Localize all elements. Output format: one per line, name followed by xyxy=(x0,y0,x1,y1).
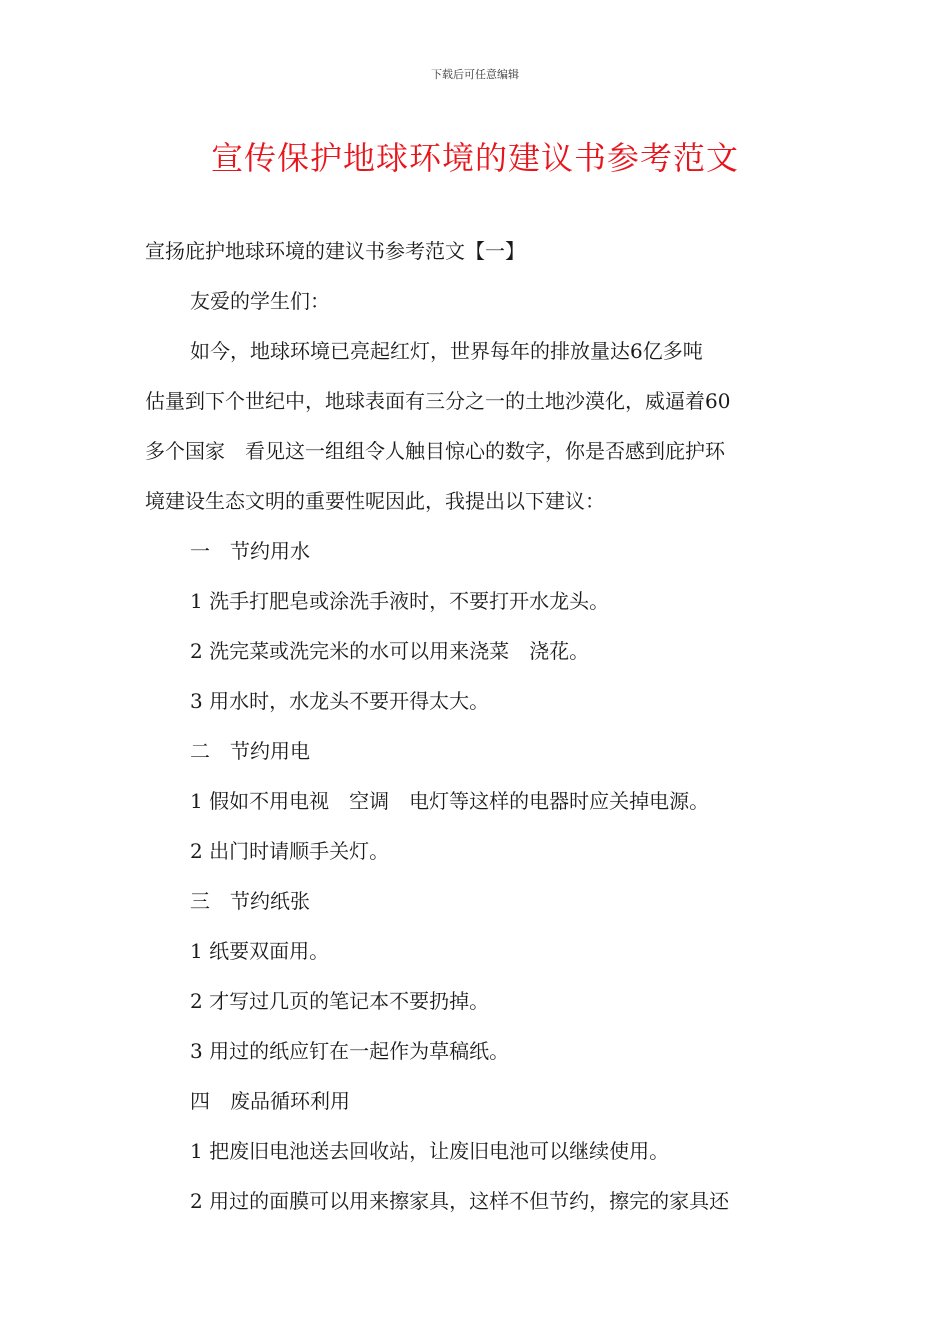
list-item: 2 才写过几页的笔记本不要扔掉。 xyxy=(190,989,490,1013)
list-heading: 四 废品循环利用 xyxy=(190,1089,350,1113)
salutation: 友爱的学生们： xyxy=(190,289,330,313)
paragraph-line: 如今，地球环境已亮起红灯，世界每年的排放量达6亿多吨 xyxy=(190,339,703,363)
list-item: 1 纸要双面用。 xyxy=(190,939,330,963)
paragraph-line: 多个国家 看见这一组组令人触目惊心的数字，你是否感到庇护环 xyxy=(145,439,725,463)
section-heading: 宣扬庇护地球环境的建议书参考范文【一】 xyxy=(145,239,525,263)
list-item: 3 用水时，水龙头不要开得太大。 xyxy=(190,689,490,713)
list-item: 1 把废旧电池送去回收站，让废旧电池可以继续使用。 xyxy=(190,1139,670,1163)
document-body xyxy=(145,226,805,1226)
list-heading: 一 节约用水 xyxy=(190,539,310,563)
paragraph-line: 估量到下个世纪中，地球表面有三分之一的土地沙漠化，威逼着60 xyxy=(145,389,731,413)
list-item: 1 洗手打肥皂或涂洗手液时，不要打开水龙头。 xyxy=(190,589,610,613)
list-item: 2 洗完菜或洗完米的水可以用来浇菜 浇花。 xyxy=(190,639,590,663)
list-item: 1 假如不用电视 空调 电灯等这样的电器时应关掉电源。 xyxy=(190,789,710,813)
header-note: 下载后可任意编辑 xyxy=(431,68,519,81)
list-heading: 二 节约用电 xyxy=(190,739,310,763)
list-item: 2 出门时请顺手关灯。 xyxy=(190,839,390,863)
list-item: 2 用过的面膜可以用来擦家具，这样不但节约，擦完的家具还 xyxy=(190,1189,730,1213)
document-title: 宣传保护地球环境的建议书参考范文 xyxy=(210,139,739,177)
paragraph-line: 境建设生态文明的重要性呢因此，我提出以下建议： xyxy=(145,489,605,513)
list-item: 3 用过的纸应钉在一起作为草稿纸。 xyxy=(190,1039,510,1063)
list-heading: 三 节约纸张 xyxy=(190,889,310,913)
